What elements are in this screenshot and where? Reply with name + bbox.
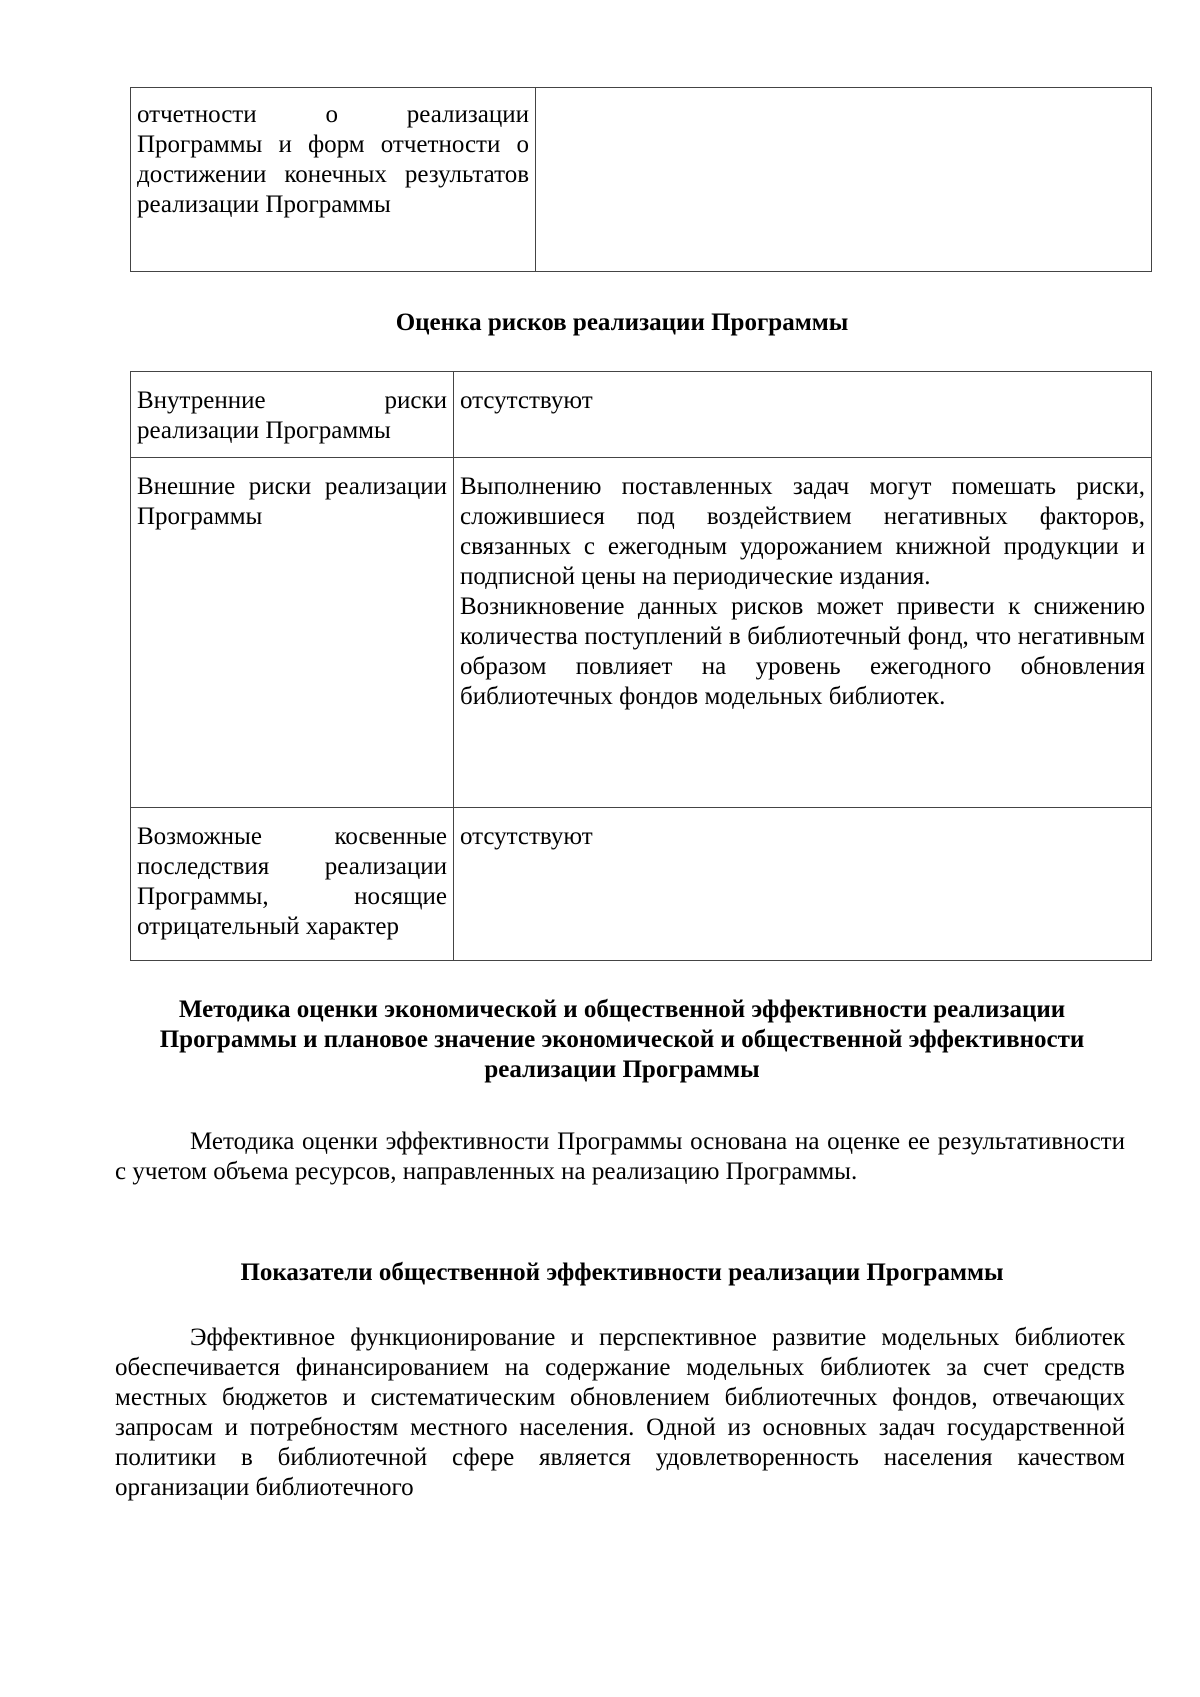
risk-label: Внешние риски реализации Программы — [131, 458, 454, 808]
table-row — [131, 458, 1152, 808]
risk-label: Внутренние риски реализации Программы — [131, 372, 454, 458]
table-row — [131, 808, 1152, 961]
table-row — [131, 88, 1152, 272]
table-cell-left — [131, 88, 536, 272]
top-cell-text: отчетности о реализации Программы и форм отчетности о достижении конечных результатов реализации Программы — [137, 101, 529, 218]
risk-text-2: Возникновение данных рисков может привести к снижению количества поступлений в библиотечный фонд, что негативным образом повлияет на уровень ежегодного обновления библиотечных фондов модельных библиотек. — [460, 593, 1145, 710]
heading-risks: Оценка рисков реализации Программы — [395, 309, 849, 336]
para-method: Методика оценки эффективности Программы основана на оценке ее результативности с учетом объема ресурсов, направленных на реализацию Программы. — [115, 1128, 1125, 1185]
heading-indicators: Показатели общественной эффективности реализации Программы — [240, 1259, 1004, 1286]
table-row — [131, 372, 1152, 458]
risk-label: Возможные косвенные последствия реализации Программы, носящие отрицательный характер — [131, 808, 454, 961]
top-table — [130, 87, 1152, 272]
risk-value: отсутствуют — [454, 808, 1152, 961]
table-cell-right — [536, 88, 1152, 272]
heading-method: Методика оценки экономической и общественной эффективности реализации Программы и плановое значение экономической и общественной эффективности реализации Программы — [159, 996, 1085, 1083]
para-indicators: Эффективное функционирование и перспективное развитие модельных библиотек обеспечивается финансированием на содержание модельных библиотек за счет средств местных бюджетов и систематическим обновлением библиотечных фондов, отвечающих запросам и потребностям местного населения. Одной из основных задач государственной политики в библиотечной сфере является удовлетворенность населения качеством организации библиотечного — [115, 1324, 1125, 1501]
risk-text-1: Выполнению поставленных задач могут помешать риски, сложившиеся под воздействием негативных факторов, связанных с ежегодным удорожанием книжной продукции и подписной цены на периодические издания. — [460, 473, 1145, 590]
risks-table — [130, 371, 1152, 961]
risk-value — [454, 458, 1152, 808]
risk-value: отсутствуют — [454, 372, 1152, 458]
